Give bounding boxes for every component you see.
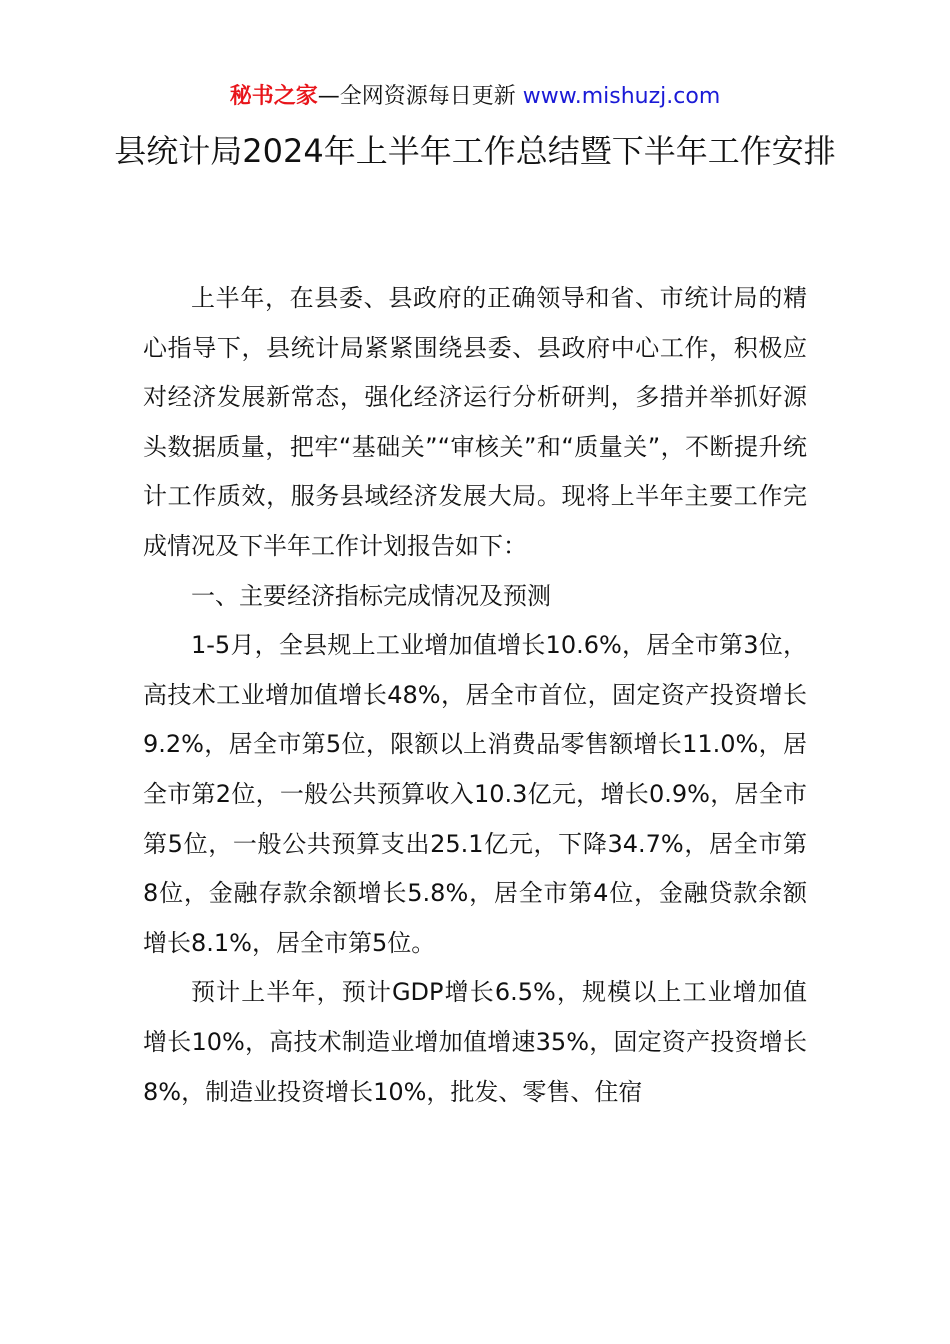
document-body: [143, 274, 807, 1117]
site-header: [0, 80, 950, 114]
document-title: 县统计局2024年上半年工作总结暨下半年工作安排: [114, 132, 836, 170]
brand-name: 秘书之家: [229, 84, 318, 109]
section-heading: 一、主要经济指标完成情况及预测: [191, 581, 551, 610]
site-url-link[interactable]: www.mishuzj.com: [522, 84, 721, 109]
paragraph-intro: 上半年，在县委、县政府的正确领导和省、市统计局的精心指导下，县统计局紧紧围绕县委、县政府中心工作，积极应对经济发展新常态，强化经济运行分析研判，多措并举抓好源头数据质量，把牢“基础关”“审核关”和“质量关”，不断提升统计工作质效，服务县域经济发展大局。现将上半年主要工作完成情况及下半年工作计划报告如下：: [143, 284, 807, 560]
paragraph-forecast: 预计上半年，预计GDP增长6.5%，规模以上工业增加值增长10%，高技术制造业增加值增速35%，固定资产投资增长8%，制造业投资增长10%，批发、零售、住宿: [143, 978, 807, 1106]
header-slogan: 全网资源每日更新: [339, 84, 523, 109]
header-dash: —: [317, 84, 340, 109]
paragraph-indicators: 1-5月，全县规上工业增加值增长10.6%，居全市第3位，高技术工业增加值增长48%，居全市首位，固定资产投资增长9.2%，居全市第5位，限额以上消费品零售额增长11.0%，居全市第2位，一般公共预算收入10.3亿元，增长0.9%，居全市第5位，一般公共预算支出25.1亿元，下降34.7%，居全市第8位，金融存款余额增长5.8%，居全市第4位，金融贷款余额增长8.1%，居全市第5位。: [143, 631, 807, 957]
